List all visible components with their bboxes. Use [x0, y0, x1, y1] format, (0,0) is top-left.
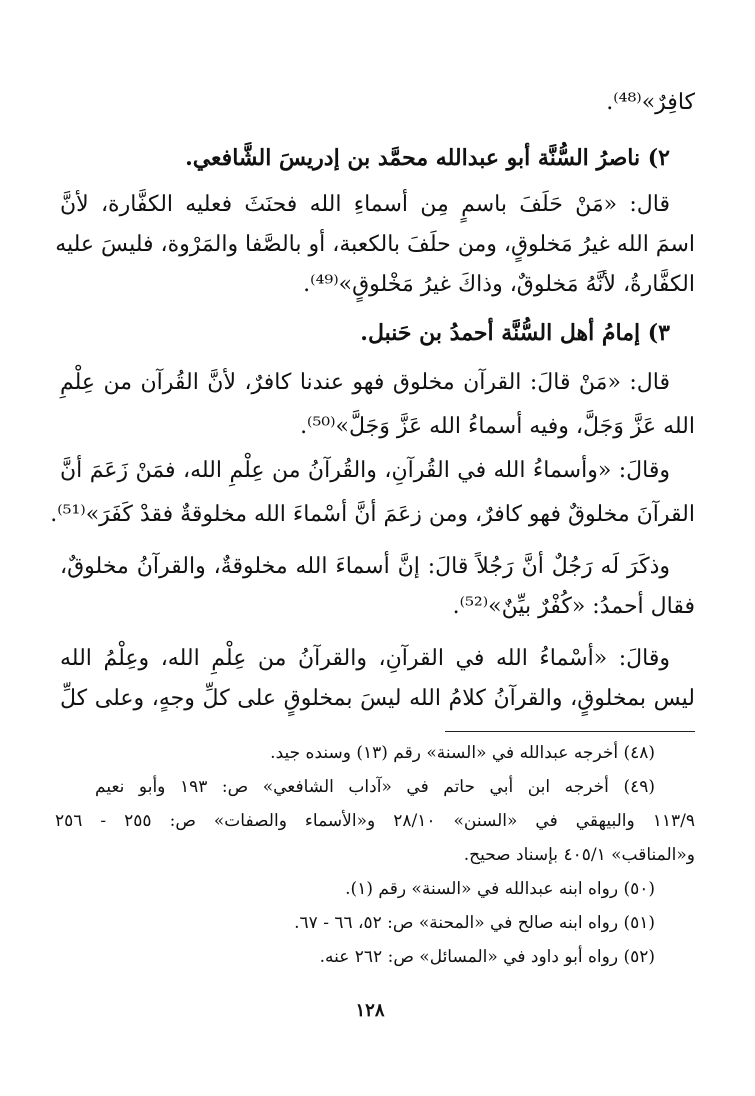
- footnote-52: (٥٢) رواه أبو داود في «المسائل» ص: ٢٦٢ عنه.: [319, 947, 655, 967]
- footnote-separator: [445, 731, 695, 732]
- body-line-13: وقالَ: «أسْماءُ الله في القرآنِ، والقرآنُ من عِلْمِ الله، وعِلْمُ الله: [60, 646, 670, 671]
- footnote-51: (٥١) رواه ابنه صالح في «المحنة» ص: ٥٢، ٦٦ - ٦٧.: [294, 913, 655, 933]
- section-heading-2: ٢) ناصرُ السُّنَّة أبو عبدالله محمَّد بن إدريسَ الشَّافعي.: [185, 145, 670, 171]
- body-line-7: قال: «مَنْ قالَ: القرآن مخلوق فهو عندنا كافرٌ، لأنَّ القُرآن من عِلْمِ: [60, 370, 670, 395]
- body-line-8: الله عَزَّ وَجَلَّ، وفيه أسماءُ الله عَزَّ وَجَلَّ»⁽⁵⁰⁾.: [300, 414, 695, 439]
- body-line-1: كافِرٌ»⁽⁴⁸⁾.: [606, 90, 695, 115]
- body-line-9: وقالَ: «وأسماءُ الله في القُرآنِ، والقُرآنُ من عِلْمِ الله، فمَنْ زَعَمَ أنَّ: [60, 458, 670, 483]
- body-line-11: وذكَرَ لَه رَجُلٌ أنَّ رَجُلاً قالَ: إنَّ أسماءَ الله مخلوقةٌ، والقرآنُ مخلوقٌ،: [60, 554, 670, 579]
- page-number: ١٢٨: [355, 1000, 385, 1021]
- body-line-5: الكفَّارةُ، لأنَّهُ مَخلوقٌ، وذاكَ غيرُ مَخْلوقٍ»⁽⁴⁹⁾.: [303, 272, 695, 297]
- footnote-49: (٤٩) أخرجه ابن أبي حاتم في «آداب الشافعي» ص: ١٩٣ وأبو نعيم: [95, 777, 655, 797]
- body-line-10: القرآنَ مخلوقٌ فهو كافرٌ، ومن زعَمَ أنَّ أسْماءَ الله مخلوقةٌ فقدْ كَفَرَ»⁽⁵¹⁾.: [50, 502, 695, 527]
- footnote-49-cont: ١١٣/٩ والبيهقي في «السنن» ٢٨/١٠ و«الأسماء والصفات» ص: ٢٥٥ - ٢٥٦: [55, 811, 695, 831]
- footnote-49-end: و«المناقب» ٤٠٥/١ بإسناد صحيح.: [463, 845, 695, 865]
- footnote-48: (٤٨) أخرجه عبدالله في «السنة» رقم (١٣) وسنده جيد.: [270, 743, 655, 763]
- body-line-4: اسمَ الله غيرُ مَخلوقٍ، ومن حلَفَ بالكعبة، أو بالصَّفا والمَرْوة، فليسَ عليه: [55, 232, 695, 257]
- body-line-12: فقال أحمدُ: «كُفْرٌ بيِّنٌ»⁽⁵²⁾.: [452, 594, 695, 619]
- body-line-3: قال: «مَنْ حَلَفَ باسمٍ مِن أسماءِ الله فحنَثَ فعليه الكفَّارة، لأنَّ: [60, 192, 670, 217]
- footnote-50: (٥٠) رواه ابنه عبدالله في «السنة» رقم (١).: [345, 879, 655, 899]
- body-line-14: ليس بمخلوقٍ، والقرآنُ كلامُ الله ليسَ بمخلوقٍ على كلِّ وجهٍ، وعلى كلِّ: [60, 686, 695, 711]
- section-heading-3: ٣) إمامُ أهل السُّنَّة أحمدُ بن حَنبل.: [360, 320, 670, 346]
